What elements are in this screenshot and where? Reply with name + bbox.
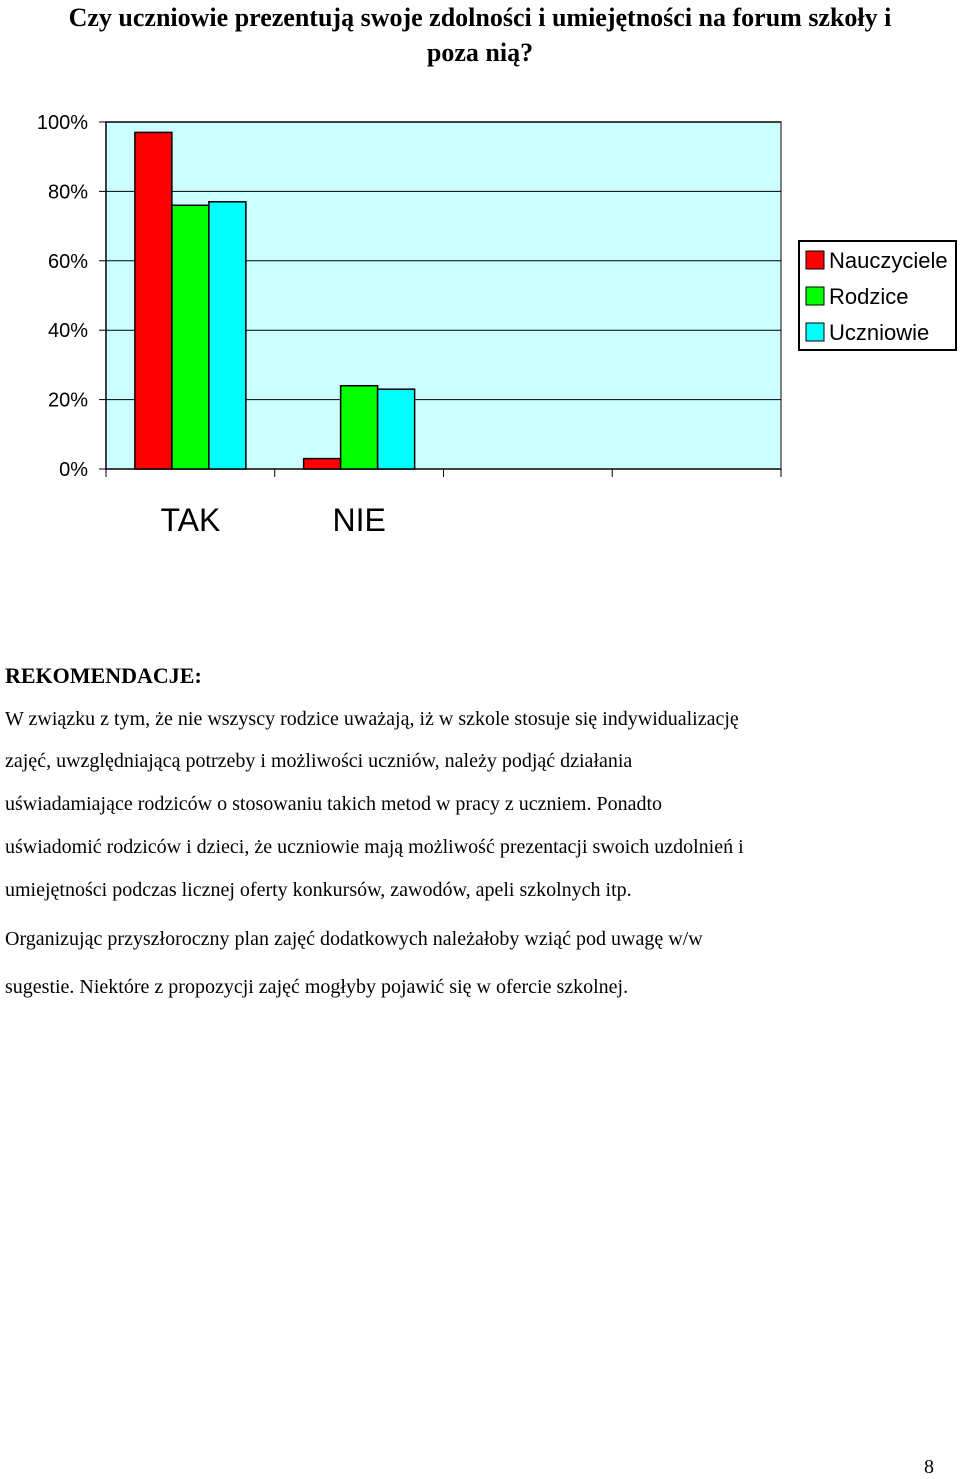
bar xyxy=(378,389,415,469)
paragraph-line: uświadamiające rodziców o stosowaniu takich metod w pracy z uczniem. Ponadto xyxy=(5,793,663,815)
legend-swatch xyxy=(806,251,824,269)
paragraph-line: Organizując przyszłoroczny plan zajęć dodatkowych należałoby wziąć pod uwagę w/w xyxy=(5,928,703,950)
paragraph-line: W związku z tym, że nie wszyscy rodzice uważają, iż w szkole stosuje się indywidualizację xyxy=(5,708,739,730)
x-category-label: NIE xyxy=(332,502,386,538)
bar xyxy=(135,132,172,469)
y-tick-label: 80% xyxy=(47,181,88,204)
recommendations-paragraph xyxy=(5,698,950,1007)
bar xyxy=(341,386,378,469)
y-tick-label: 0% xyxy=(59,459,88,481)
paragraph-line: uświadomić rodziców i dzieci, że uczniowie mają możliwość prezentacji swoich uzdolnień i xyxy=(5,836,744,858)
legend-label: Uczniowie xyxy=(829,320,930,345)
bar-chart xyxy=(0,0,960,560)
bar xyxy=(304,459,341,469)
paragraph-line: sugestie. Niektóre z propozycji zajęć mogłyby pojawić się w ofercie szkolnej. xyxy=(5,976,629,998)
y-tick-label: 40% xyxy=(47,320,88,343)
recommendations-section xyxy=(5,656,950,1007)
x-category-label: TAK xyxy=(160,502,221,538)
y-tick-label: 100% xyxy=(36,112,88,134)
legend-swatch xyxy=(806,287,824,305)
legend xyxy=(799,241,956,350)
bar xyxy=(172,205,209,469)
page-number: 8 xyxy=(924,1456,934,1478)
y-tick-label: 60% xyxy=(47,250,88,273)
paragraph-line: umiejętności podczas licznej oferty konkursów, zawodów, apeli szkolnych itp. xyxy=(5,879,632,901)
recommendations-heading: REKOMENDACJE: xyxy=(5,663,202,688)
y-tick-label: 20% xyxy=(47,389,88,412)
legend-label: Rodzice xyxy=(829,284,909,309)
chart-title: Czy uczniowie prezentują swoje zdolności i umiejętności na forum szkoły i poza nią? xyxy=(68,3,892,67)
legend-label: Nauczyciele xyxy=(829,248,948,273)
legend-swatch xyxy=(806,323,824,341)
paragraph-line: zajęć, uwzględniającą potrzeby i możliwości uczniów, należy podjąć działania xyxy=(5,750,633,772)
bar xyxy=(209,202,246,469)
